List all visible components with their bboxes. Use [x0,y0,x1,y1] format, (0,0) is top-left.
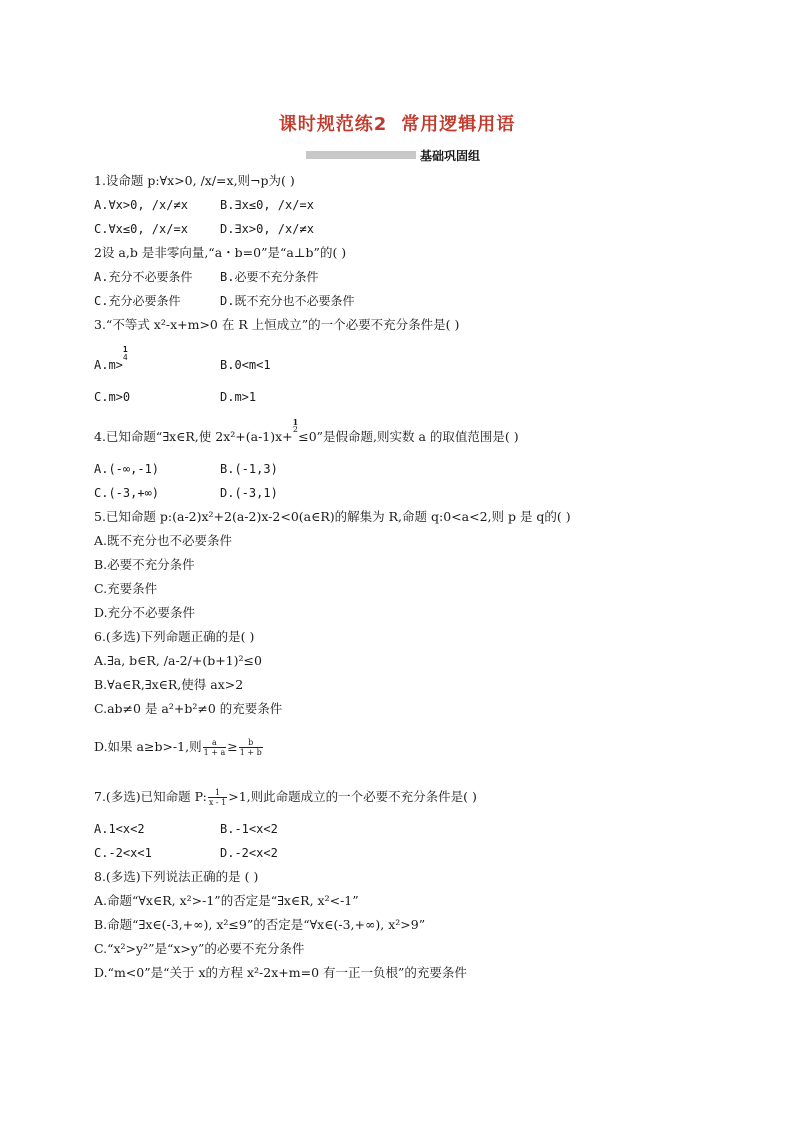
question-3-option-a [94,345,128,374]
fraction-numerator: b [239,738,263,748]
question-5-stem: 5.已知命题 p:(a-2)x²+2(a-2)x-2<0(a∈R)的解集为 R,命题 q:0<a<2,则 p 是 q的( ) [94,509,571,524]
question-7-option-b: B.-1<x<2 [220,822,278,836]
question-4-option-b: B.(-1,3) [220,462,278,476]
question-6-option-d [94,738,264,757]
question-8-option-b: B.命题“∃x∈(-3,+∞), x²≤9”的否定是“∀x∈(-3,+∞), x²>9” [94,917,426,932]
question-3-option-c: C.m>0 [94,390,131,404]
fraction-denominator: 1 + b [239,748,262,757]
title-left: 课时规范练2 [278,114,388,135]
question-6-option-d-text: D.如果 a≥b>-1,则 [94,739,202,754]
question-8-option-d: D.“m<0”是“关于 x的方程 x²-2x+m=0 有一正一负根”的充要条件 [94,965,467,980]
question-6-stem: 6.(多选)下列命题正确的是( ) [94,629,255,644]
question-1-option-a: A.∀x>0, /x/≠x [94,198,188,212]
question-6-option-b: B.∀a∈R,∃x∈R,使得 ax>2 [94,677,244,692]
group-divider-bar [306,151,416,159]
question-4-stem-post: ≤0”是假命题,则实数 a 的取值范围是( ) [298,429,519,444]
question-2-option-b: B.必要不充分条件 [220,270,319,284]
question-2-option-d: D.既不充分也不必要条件 [220,294,355,308]
question-5-option-c: C.充要条件 [94,581,158,596]
question-7-stem-post: >1,则此命题成立的一个必要不充分条件是( ) [228,789,477,804]
question-6-option-d-fraction-b [239,738,263,757]
fraction-numerator: a [203,738,227,748]
question-8-stem: 8.(多选)下列说法正确的是 ( ) [94,869,259,884]
question-7-stem-pre: 7.(多选)已知命题 P: [94,789,207,804]
question-6-option-c: C.ab≠0 是 a²+b²≠0 的充要条件 [94,701,283,716]
question-7-fraction [208,788,227,807]
fraction-denominator: 4 [122,353,128,362]
question-5-option-a: A.既不充分也不必要条件 [94,533,233,548]
question-4-option-a: A.(-∞,-1) [94,462,160,476]
question-4-option-c: C.(-3,+∞) [94,486,160,500]
question-3-option-b: B.0<m<1 [220,358,271,372]
question-1-stem: 1.设命题 p:∀x>0, /x/=x,则¬p为( ) [94,173,295,188]
question-2-stem: 2设 a,b 是非零向量,“a・b=0”是“a⊥b”的( ) [94,245,347,260]
question-3-stem: 3.“不等式 x²-x+m>0 在 R 上恒成立”的一个必要不充分条件是( ) [94,317,460,332]
question-7-option-d: D.-2<x<2 [220,846,278,860]
question-5-option-d: D.充分不必要条件 [94,605,196,620]
fraction-denominator: 2 [292,425,298,434]
question-4-stem-pre: 4.已知命题“∃x∈R,使 2x²+(a-1)x+ [94,429,293,444]
fraction-numerator: 1 [208,788,227,798]
title-right: 常用逻辑用语 [401,114,516,135]
question-3-option-d: D.m>1 [220,390,257,404]
question-4-fraction [293,418,299,434]
question-3-option-a-text: A.m> [94,358,123,372]
page-title [0,110,794,136]
fraction-denominator: x - 1 [208,798,227,807]
fraction-numerator: 1 [292,417,299,427]
question-2-option-c: C.充分必要条件 [94,294,181,308]
question-7-stem [94,788,477,807]
question-1-option-d: D.∃x>0, /x/≠x [220,222,314,236]
question-4-option-d: D.(-3,1) [220,486,278,500]
question-8-option-c: C.“x²>y²”是“x>y”的必要不充分条件 [94,941,305,956]
question-5-option-b: B.必要不充分条件 [94,557,195,572]
fraction-numerator: 1 [122,345,128,354]
question-1-option-b: B.∃x≤0, /x/=x [220,198,314,212]
question-6-option-a: A.∃a, b∈R, /a-2/+(b+1)²≤0 [94,653,262,668]
question-1-option-c: C.∀x≤0, /x/=x [94,222,188,236]
question-2-option-a: A.充分不必要条件 [94,270,193,284]
question-4-stem [94,417,519,446]
group-label: 基础巩固组 [420,149,481,163]
question-8-option-a: A.命题“∀x∈R, x²>-1”的否定是“∃x∈R, x²<-1” [94,893,359,908]
question-6-option-d-ge: ≥ [227,739,238,754]
question-7-option-a: A.1<x<2 [94,822,145,836]
question-3-option-a-fraction [123,346,128,362]
question-6-option-d-fraction-a [203,738,227,757]
question-7-option-c: C.-2<x<1 [94,846,152,860]
fraction-denominator: 1 + a [203,748,226,757]
